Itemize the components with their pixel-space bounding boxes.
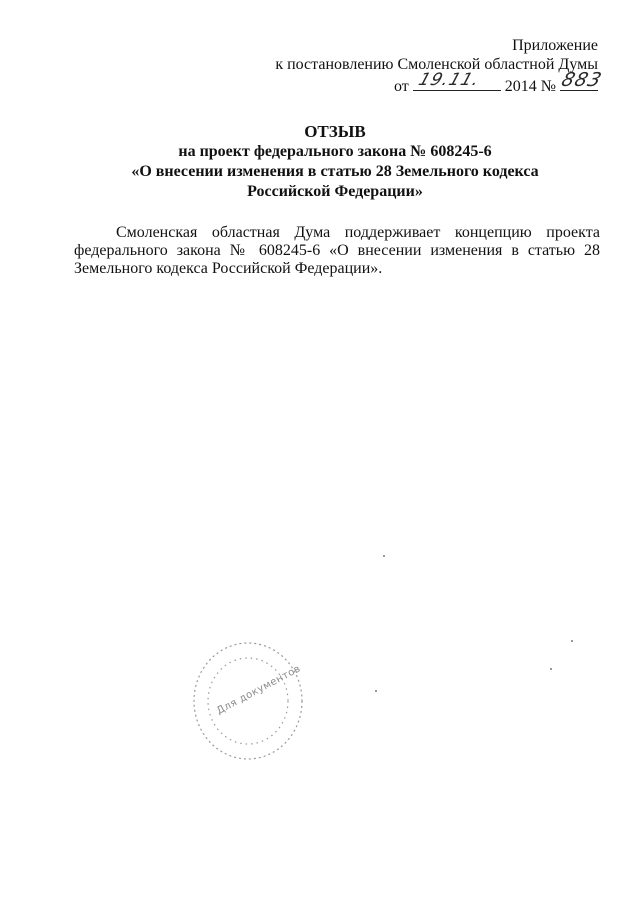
resolution-date-line bbox=[275, 69, 606, 96]
number-blank bbox=[558, 69, 606, 91]
date-blank bbox=[413, 70, 501, 91]
title-line-3: Российской Федерации» bbox=[247, 183, 423, 200]
review-paragraph: Смоленская областная Дума поддерживает концепцию проекта федерального закона № 608245-6 «О внесении изменения в статью 28 Земельного кодекса Российской Федерации». bbox=[74, 224, 600, 277]
appendix-header bbox=[275, 36, 606, 96]
official-stamp bbox=[188, 635, 308, 765]
scan-speck bbox=[550, 668, 552, 670]
title-heading: ОТЗЫВ bbox=[304, 122, 366, 141]
appendix-label: Приложение bbox=[512, 37, 598, 54]
title-line-2: «О внесении изменения в статью 28 Земельного кодекса bbox=[131, 163, 539, 180]
document-title bbox=[0, 122, 640, 202]
handwritten-number: 883 bbox=[558, 69, 606, 91]
date-prefix: от bbox=[393, 78, 409, 95]
scan-speck bbox=[571, 640, 573, 642]
scan-speck bbox=[383, 555, 385, 557]
year-number-label: 2014 № bbox=[504, 78, 556, 95]
svg-text:Для документов: Для документов bbox=[215, 663, 303, 717]
resolution-reference: к постановлению Смоленской областной Думы bbox=[275, 56, 598, 73]
stamp-center-text bbox=[215, 663, 303, 717]
scan-speck bbox=[375, 690, 377, 692]
title-line-1: на проект федерального закона № 608245-6 bbox=[178, 143, 492, 160]
handwritten-date: 19.11. bbox=[415, 70, 483, 90]
